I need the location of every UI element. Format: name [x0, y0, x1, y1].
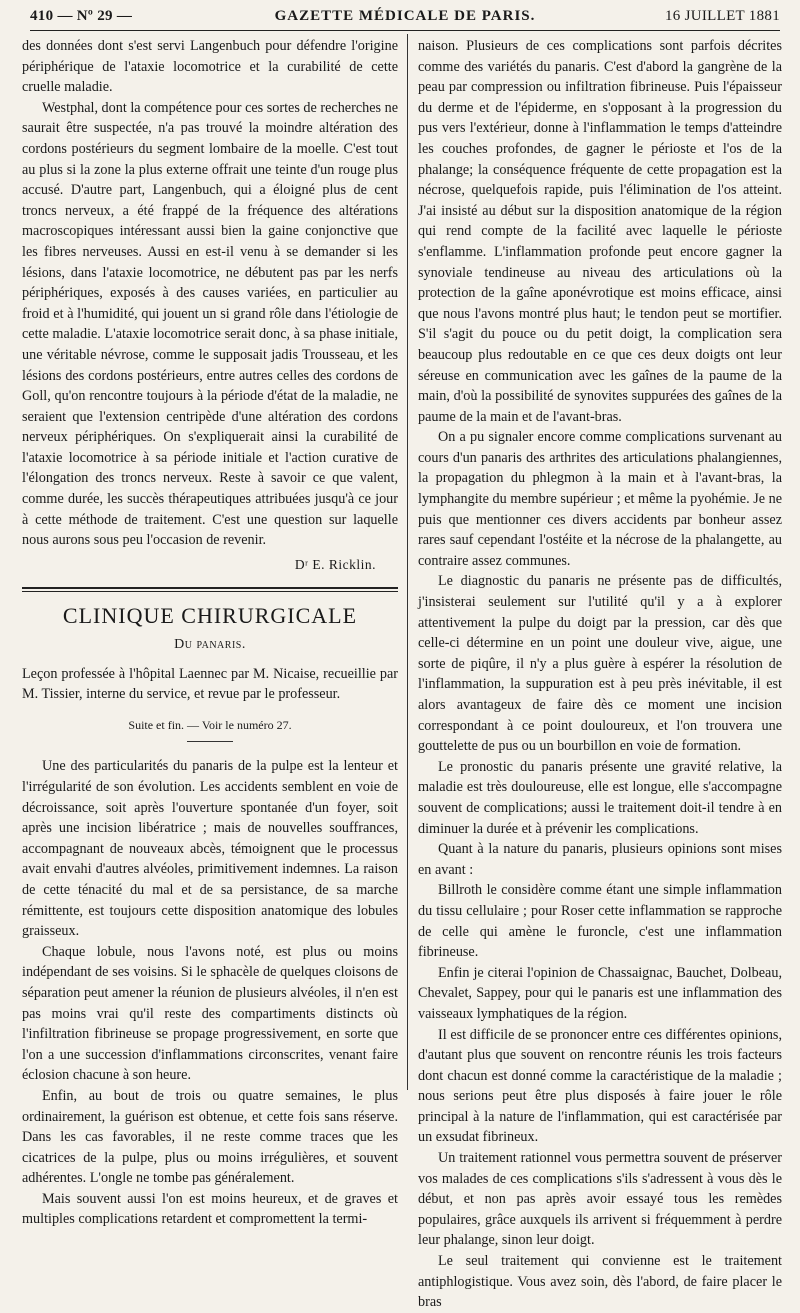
- section-rule: [22, 591, 398, 592]
- column-divider: [407, 34, 408, 1090]
- section-title: CLINIQUE CHIRURGICALE: [62, 603, 358, 629]
- paragraph: Chaque lobule, nous l'avons noté, est plus ou moins indépendant de ses voisins. Si le sphacèle de quelques cloisons de séparation peut amener la réunion de plusieurs alvéoles, il n'en est pas moins vrai qu'il reste des compartiments distincts où l'infiltration fibrineuse se propage progressivement, en sorte que l'on a une succession d'inflammations circonscrites, venant faire éclosion chacune à son heure.: [22, 943, 398, 1084]
- paragraph: Le diagnostic du panaris ne présente pas de difficultés, j'insisterai seulement sur l'utilité qu'il y a à explorer attentivement la pulpe du doigt par la pression, car dès que celle-ci détermine en un point une douleur vive, aigue, une sorte de piqûre, il n'y a plus guère à espérer la résolution de l'inflammation, la suppuration est à peu près inévitable, il est alors avantageux de faire dès ce moment une incision correspondant à ce point douloureux, et l'on trouvera une gouttelette de pus ou un bourbillon en voie de formation.: [418, 573, 782, 755]
- paragraph: Enfin je citerai l'opinion de Chassaignac, Bauchet, Dolbeau, Chevalet, Sappey, pour qui le panaris est une inflammation des vaisseaux lymphatiques de la région.: [418, 964, 782, 1022]
- author-signature: Dʳ E. Ricklin.: [294, 556, 376, 572]
- continuation-note: Suite et fin. — Voir le numéro 27.: [128, 717, 292, 732]
- issue-date: 16 JUILLET 1881: [664, 8, 780, 24]
- left-column: [22, 36, 398, 1228]
- right-column: [418, 36, 782, 1311]
- section-rule: [22, 587, 398, 589]
- paragraph: Une des particularités du panaris de la pulpe est la lenteur et l'irrégularité de son évolution. Les accidents semblent en voie de décroissance, soit après l'ouverture spontanée d'un foyer, soit après une incision libératrice ; mais de nouvelles souffrances, accompagnant de nouveaux abcès, témoignent que le processus avait envahi d'autres alvéoles, primitivement indemnes. La raison de cette ténacité du mal et de sa persistance, de sa marche rémittente, est toujours cette disposition anatomique des lobules graisseux.: [22, 758, 398, 940]
- paragraph: Il est difficile de se prononcer entre ces différentes opinions, d'autant plus que souvent on rencontre réunis les trois facteurs dont chacun est donné comme la caractéristique de la maladie ; nous serions peut être plus disposés à faire jouer le rôle principal à la nature de l'inflammation, qui est caractérisée par un exsudat fibrineux.: [418, 1026, 782, 1146]
- paragraph: naison. Plusieurs de ces complications sont parfois décrites comme des variétés du panaris. C'est d'abord la gangrène de la peau par compression ou infiltration fibrineuse. Puis l'épaisseur du derme et de l'épiderme, en s'opposant à la progression du pus vers l'extérieur, donne à l'inflammation le temps d'atteindre les couches profondes, de gagner le périoste et l'os de la phalange; la conséquence fréquente de cette propagation est la nécrose, quelquefois rapide, puis l'élimination de l'os atteint. J'ai insisté au début sur la disposition anatomique de la région qui rend compte de la facilité avec laquelle le périoste s'enflamme. L'inflammation profonde peut encore gagner la synoviale tendineuse au niveau des articulations où la protection de la gaîne aponévrotique est moins efficace, ainsi que nous l'avons montré plus haut; le tendon peut se mortifier. S'il s'agit du pouce ou du petit doigt, la complication sera beaucoup plus redoutable en ce que ces deux doigts ont leur séreuse en communication avec les gaînes de la paume de la main, d'où la possibilité de synovites suppurées des gaînes de la paume de la main et de l'avant-bras.: [418, 38, 782, 425]
- paragraph: Westphal, dont la compétence pour ces sortes de recherches ne saurait être suspectée, n'a pas trouvé la moindre altération des cordons postérieurs du segment lombaire de la moelle. C'est tout au plus si la zone la plus externe offrait une teinte d'un rouge plus accusé. D'autre part, Langenbuch, qui a éloigné plus de cent troncs nerveux, a été frappé de la fréquence des altérations macroscopiques intéressant aussi bien la gaine conjonctive que les fibres nerveuses. Aussi en est-il venu à se demander si les lésions, dans l'ataxie locomotrice, ne débutent pas par les nerfs périphériques, exposés à des causes variées, en particulier au froid et à l'humidité, qui jouent un si grand rôle dans l'étiologie de cette maladie. L'ataxie locomotrice serait donc, à sa phase initiale, une véritable névrose, comme le supposait jadis Trousseau, et les lésions des cordons postérieurs, entre autres celles des cordons de Goll, qu'on rencontre toujours à la période d'état de la maladie, ne seraient que l'extension centripède d'une altération des cordons nerveux périphériques. On s'expliquerait ainsi la curabilité de l'ataxie locomotrice à sa période initiale et l'action curative de l'élongation des troncs nerveux. Reste à savoir ce que valent, comme durée, les succès thérapeutiques attribuées jusqu'à ce jour à cette méthode de traitement. C'est une question sur laquelle nous aurons sous peu l'occasion de revenir.: [22, 99, 398, 549]
- paragraph: Mais souvent aussi l'on est moins heureux, et de graves et multiples complications retardent et compromettent la termi-: [22, 1190, 398, 1228]
- page-header: [30, 6, 780, 31]
- paragraph: On a pu signaler encore comme complications survenant au cours d'un panaris des arthrites des articulations phalangiennes, la propagation du phlegmon à la main et à l'avant-bras, la lymphangite du membre supérieur ; et même la pyohémie. Je ne puis que mentionner ces divers accidents par bonheur assez rares sauf cependant l'ostéite et la nécrose de la phalangette, au contraire assez communes.: [418, 429, 782, 569]
- short-rule: [187, 741, 233, 742]
- lecture-credit: Leçon professée à l'hôpital Laennec par M. Nicaise, recueillie par M. Tissier, interne du service, et revue par le professeur.: [22, 665, 398, 703]
- paragraph: Enfin, au bout de trois ou quatre semaines, le plus ordinairement, la guérison est obtenue, et cette fois sans réserve. Dans les cas favorables, il ne reste comme traces que les cicatrices de la pulpe, plus ou moins irrégulières, et souvent adhérentes. L'ongle ne tombe pas généralement.: [22, 1087, 398, 1187]
- paragraph: Le seul traitement qui convienne est le traitement antiphlogistique. Vous avez soin, dès l'abord, de faire placer le bras: [418, 1253, 782, 1311]
- paragraph: Le pronostic du panaris présente une gravité relative, la maladie est très douloureuse, elle est longue, elle s'accompagne souvent de complications; aussi le traitement doit-il tendre à en diminuer la durée et à prévenir les complications.: [418, 758, 782, 837]
- paragraph: Quant à la nature du panaris, plusieurs opinions sont mises en avant :: [418, 841, 782, 878]
- journal-title: GAZETTE MÉDICALE DE PARIS.: [274, 8, 536, 24]
- paragraph: Un traitement rationnel vous permettra souvent de préserver vos malades de ces complications s'ils s'adressent à vous dès le début, et non pas après avoir essayé tous les remèdes populaires, grâce auxquels ils arrivent si fréquemment à perdre leur phalange, sinon leur doigt.: [418, 1150, 782, 1249]
- page-number: 410 — Nº 29 —: [30, 8, 133, 24]
- paragraph: des données dont s'est servi Langenbuch pour défendre l'origine périphérique de l'ataxie locomotrice et la curabilité de cette cruelle maladie.: [22, 38, 398, 96]
- paragraph: Billroth le considère comme étant une simple inflammation du tissu cellulaire ; pour Roser cette inflammation se rapproche de celle qui amène le furoncle, c'est une inflammation fibrineuse.: [418, 882, 782, 961]
- article-subtitle: Du panaris.: [174, 637, 246, 653]
